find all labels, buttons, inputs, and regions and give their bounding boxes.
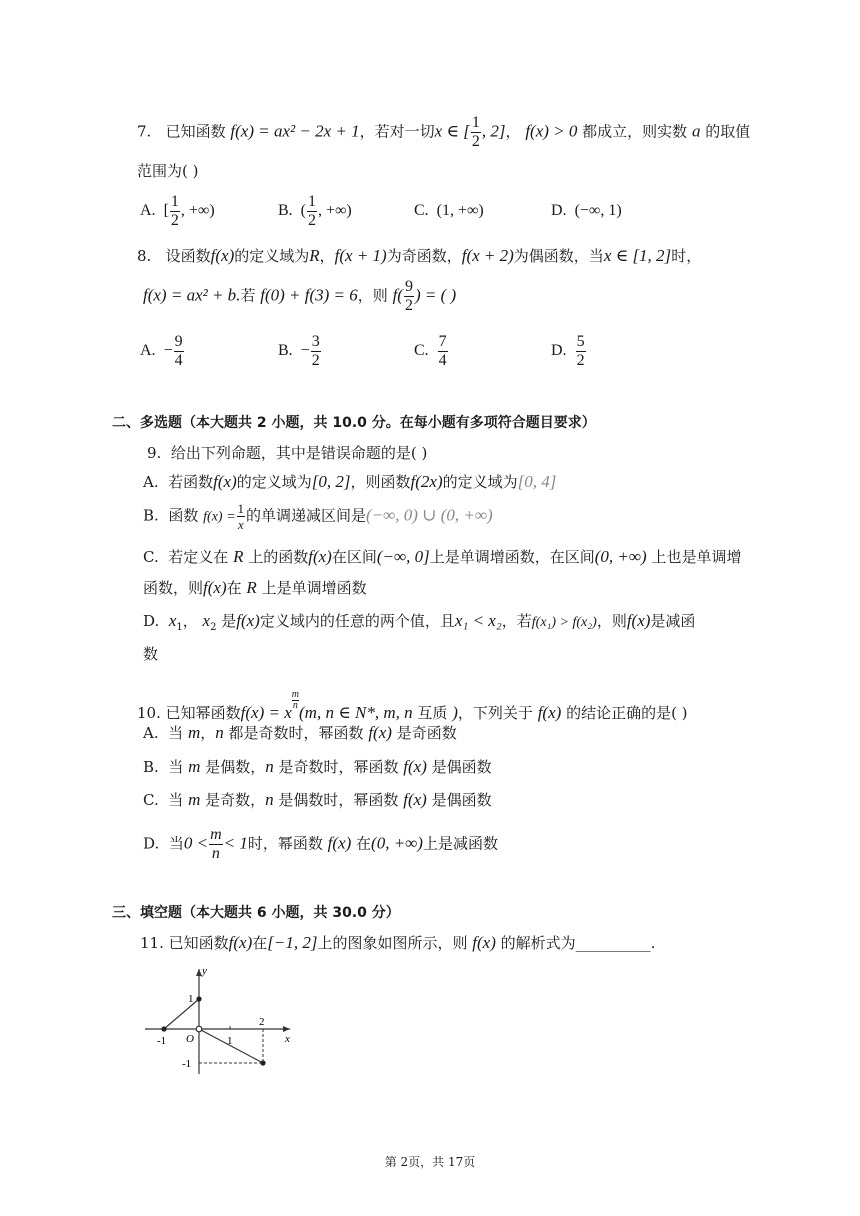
q8-text: 设函数: [165, 247, 211, 265]
x-tick-label: -1: [157, 1035, 167, 1047]
question-number: 7.: [137, 122, 152, 141]
q10-stem: 10. 已知幂函数f(x) = x $^{\frac{m}{n}}$ (m, n ∈ N*, m, n 互质 )，下列关于 f(x) 的结论正确的是( ): [137, 689, 688, 722]
y-tick-label: -1: [182, 1058, 192, 1070]
fraction: $\frac{1}{2}$: [471, 114, 480, 150]
section-title: 三、填空题（本大题共 6 小题，共 30.0 分）: [112, 905, 400, 921]
section-title: 二、多选题（本大题共 2 小题，共 10.0 分。在每小题有多项符合题目要求）: [112, 415, 596, 431]
question-number: 9.: [147, 444, 162, 462]
math: R: [309, 246, 320, 265]
origin-label: O: [186, 1033, 194, 1045]
math: f(x + 1): [334, 246, 387, 265]
math: f(x): [210, 246, 235, 265]
fraction: $\frac{7}{4}$: [438, 333, 447, 369]
fraction: $\frac{1}{2}$: [308, 193, 316, 229]
x-tick-label: 2: [259, 1016, 265, 1028]
q8-text: 的定义域为: [234, 247, 310, 265]
point-filled: [196, 996, 201, 1001]
math: f(: [392, 285, 403, 305]
question-number: 10.: [137, 704, 161, 722]
q7-interval: x ∈ [: [434, 121, 470, 141]
fraction: $\frac{5}{2}$: [576, 333, 585, 369]
q7-function: f(x) = ax² − 2x + 1: [230, 121, 360, 141]
q11-stem: 11. 已知函数f(x)在[−1, 2]上的图象如图所示，则 f(x) 的解析式为__________.: [140, 933, 656, 952]
q9-option-b: B. 函数 f(x) = $\frac{1}{x}$ 的单调递减区间是(−∞, 0) ∪ (0, +∞): [143, 501, 493, 532]
q10-option-c: C. 当 m 是奇数，n 是偶数时，幂函数 f(x) 是偶函数: [143, 790, 492, 809]
q7-var: a: [691, 121, 701, 141]
x-axis-label: x: [285, 1033, 290, 1045]
q8-text: ，则: [357, 286, 388, 305]
math: f(x + 2): [461, 246, 514, 265]
question-number: 11.: [140, 934, 164, 952]
fraction: $\frac{1}{x}$: [237, 501, 245, 532]
q7-text: 都成立，则实数: [582, 122, 688, 141]
q9-text: 给出下列命题，其中是错误命题的是( ): [170, 444, 428, 462]
x-tick-label: 1: [227, 1035, 233, 1047]
q7-line1: [137, 115, 750, 150]
q7-interval: , 2]: [481, 121, 506, 141]
q7-text: 的取值: [705, 122, 751, 141]
point-filled: [260, 1060, 265, 1065]
q8-option-d: D. $\frac{5}{2}$: [551, 333, 585, 369]
q8-option-a: A. − $\frac{9}{4}$: [140, 333, 183, 369]
math: f(0) + f(3) = 6: [260, 285, 358, 305]
y-axis-label: y: [202, 965, 207, 977]
page-footer: 第 2页，共 17页: [384, 1155, 476, 1169]
q8-line2: [143, 279, 456, 314]
q9-option-d-line2: 数: [143, 645, 159, 663]
q8-text: 时，: [671, 247, 702, 265]
x-axis-arrow: [283, 1026, 290, 1032]
q7-text: ，: [505, 122, 521, 141]
y-tick-label: 1: [188, 993, 194, 1005]
q8-text: ，: [319, 247, 335, 265]
q7-option-a: A. [ $\frac{1}{2}$ , +∞): [140, 193, 215, 229]
q9-option-d: D. $x_1$， $x_2$ 是f(x)定义域内的任意的两个值，且x₁ < x₂，若f(x₁) > f(x₂)，则f(x)是减函: [143, 611, 696, 633]
math: ) = ( ): [414, 285, 457, 305]
q7-text: 已知函数: [165, 122, 226, 141]
q9-option-c: C. 若定义在 R 上的函数f(x)在区间(−∞, 0]上是单调增函数，在区间(0, +∞) 上也是单调增: [143, 547, 742, 566]
fraction: $\frac{3}{2}$: [311, 333, 320, 369]
q7-option-c: C. (1, +∞): [414, 202, 484, 219]
math: x ∈ [1, 2]: [603, 246, 672, 265]
q8-text: 为偶函数，当: [513, 247, 604, 265]
q8-option-b: B. − $\frac{3}{2}$: [278, 333, 320, 369]
q10-option-a: A. 当 m，n 都是奇数时，幂函数 f(x) 是奇函数: [143, 723, 457, 742]
math: f(x) = ax² + b.: [143, 285, 241, 305]
q10-option-d: D. 当0 < $\frac{m}{n}$ < 1时，幂函数 f(x) 在(0, +∞)上是减函数: [143, 826, 498, 862]
question-number: 8.: [137, 247, 152, 265]
function-graph: [140, 962, 300, 1080]
q10-option-b: B. 当 m 是偶数，n 是奇数时，幂函数 f(x) 是偶函数: [143, 757, 492, 776]
point-open: [196, 1026, 202, 1032]
point-filled: [161, 1026, 166, 1031]
q8-text: 为奇函数，: [386, 247, 462, 265]
graph-segment-left: [164, 999, 199, 1029]
fraction: $\frac{9}{2}$: [404, 278, 413, 314]
q7-option-b: B. ( $\frac{1}{2}$ , +∞): [278, 193, 352, 229]
q7-line2: 范围为( ): [137, 162, 199, 180]
fraction: $\frac{m}{n}$: [210, 826, 222, 862]
q8-option-c: C. $\frac{7}{4}$: [414, 333, 447, 369]
fraction: $\frac{1}{2}$: [170, 193, 179, 229]
q7-option-d: D. (−∞, 1): [551, 202, 622, 219]
fraction: $\frac{9}{4}$: [174, 333, 183, 369]
q7-condition: f(x) > 0: [525, 121, 578, 141]
q8-line1: [137, 245, 701, 266]
q9-option-c-line2: 函数，则f(x)在 R 上是单调增函数: [143, 578, 367, 597]
q7-text: ，若对一切: [359, 122, 435, 141]
q9-option-a: A. 若函数f(x)的定义域为[0, 2]，则函数f(2x)的定义域为[0, 4]: [143, 472, 557, 491]
q9-stem: [147, 442, 427, 463]
q8-text: 若: [240, 286, 256, 305]
